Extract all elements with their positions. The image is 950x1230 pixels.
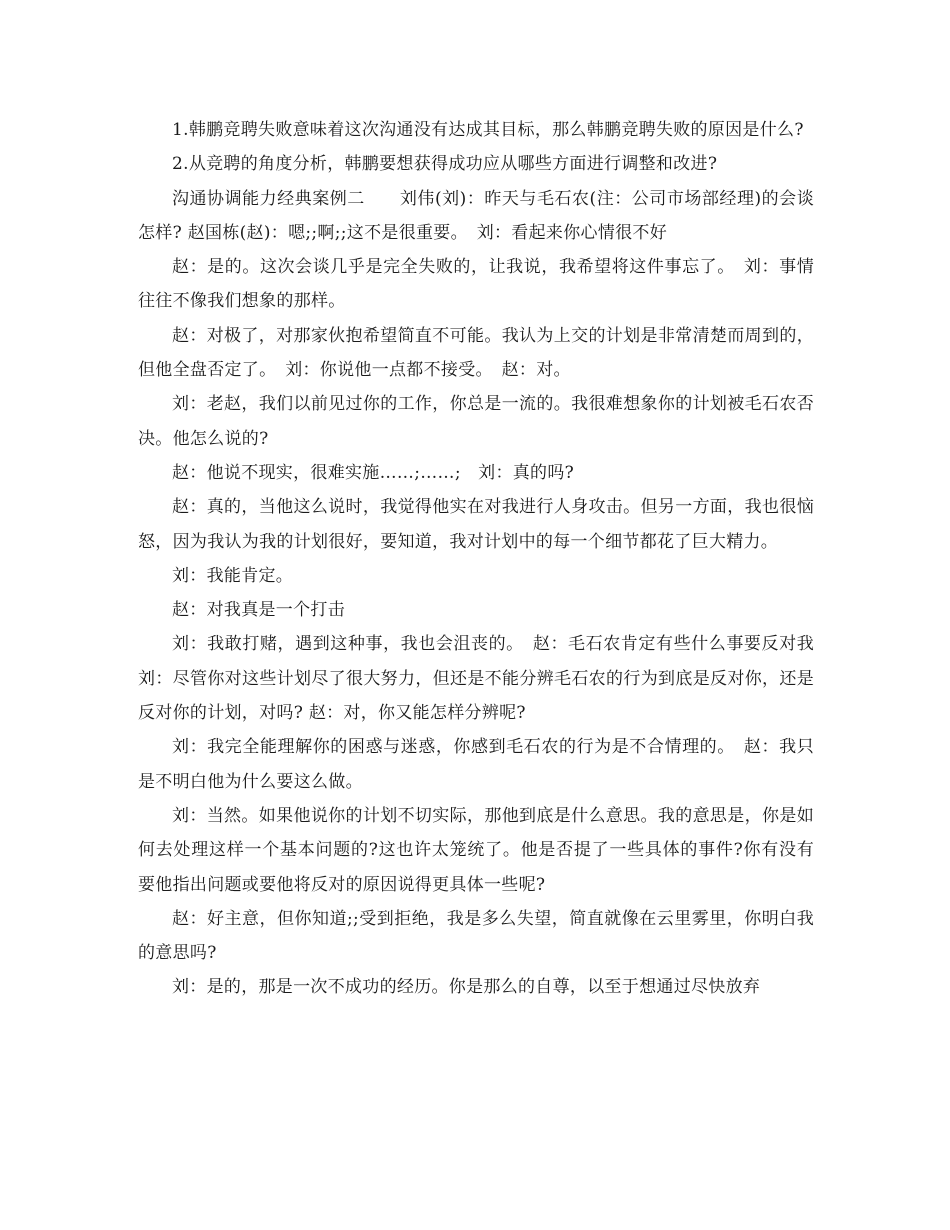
dialogue-paragraph: 刘：我能肯定。: [172, 565, 294, 586]
dialogue-paragraph: 刘：当然。如果他说你的计划不切实际，那他到底是什么意思。我的意思是，你是如何去处理这样一个基本问题的?这也许太笼统了。他是否提了一些具体的事件?你有没有要他指出问题或要他将反对的原因说得更具体一些呢?: [138, 805, 814, 895]
paragraph-case-two-intro: 沟通协调能力经典案例二 刘伟(刘)：昨天与毛石农(注：公司市场部经理)的会谈怎样? 赵国栋(赵)：嗯;;啊;;这不是很重要。 刘：看起来你心情很不好: [138, 188, 814, 243]
dialogue-paragraph: 赵：他说不现实，很难实施……;……; 刘：真的吗?: [172, 462, 575, 483]
dialogue-paragraph: 刘：我敢打赌，遇到这种事，我也会沮丧的。 赵：毛石农肯定有些什么事要反对我 刘：尽管你对这些计划尽了很大努力，但还是不能分辨毛石农的行为到底是反对你，还是反对你的计划，对吗? 赵：对，你又能怎样分辨呢?: [138, 634, 832, 724]
dialogue-paragraph: 赵：真的，当他这么说时，我觉得他实在对我进行人身攻击。但另一方面，我也很恼怒，因为我认为我的计划很好，要知道，我对计划中的每一个细节都花了巨大精力。: [138, 497, 814, 552]
dialogue-paragraph: 赵：对我真是一个打击: [172, 600, 345, 621]
document-page: [138, 113, 832, 1005]
paragraph-question-2: 2.从竞聘的角度分析，韩鹏要想获得成功应从哪些方面进行调整和改进?: [172, 154, 718, 175]
dialogue-paragraph: 赵：对极了，对那家伙抱希望简直不可能。我认为上交的计划是非常清楚而周到的，但他全盘否定了。 刘：你说他一点都不接受。 赵：对。: [138, 325, 814, 381]
paragraph-question-1: 1.韩鹏竞聘失败意味着这次沟通没有达成其目标，那么韩鹏竞聘失败的原因是什么?: [172, 120, 804, 140]
dialogue-paragraph: 刘：我完全能理解你的困惑与迷惑，你感到毛石农的行为是不合情理的。 赵：我只是不明白他为什么要这么做。: [138, 737, 814, 792]
dialogue-paragraph: 刘：老赵，我们以前见过你的工作，你总是一流的。我很难想象你的计划被毛石农否决。他怎么说的?: [138, 394, 814, 449]
dialogue-paragraph: 刘：是的，那是一次不成功的经历。你是那么的自尊，以至于想通过尽快放弃: [172, 977, 761, 998]
dialogue-paragraph: 赵：好主意，但你知道;;受到拒绝，我是多么失望，简直就像在云里雾里，你明白我的意思吗?: [138, 908, 814, 964]
dialogue-paragraph: 赵：是的。这次会谈几乎是完全失败的，让我说，我希望将这件事忘了。 刘：事情往往不像我们想象的那样。: [138, 257, 814, 312]
